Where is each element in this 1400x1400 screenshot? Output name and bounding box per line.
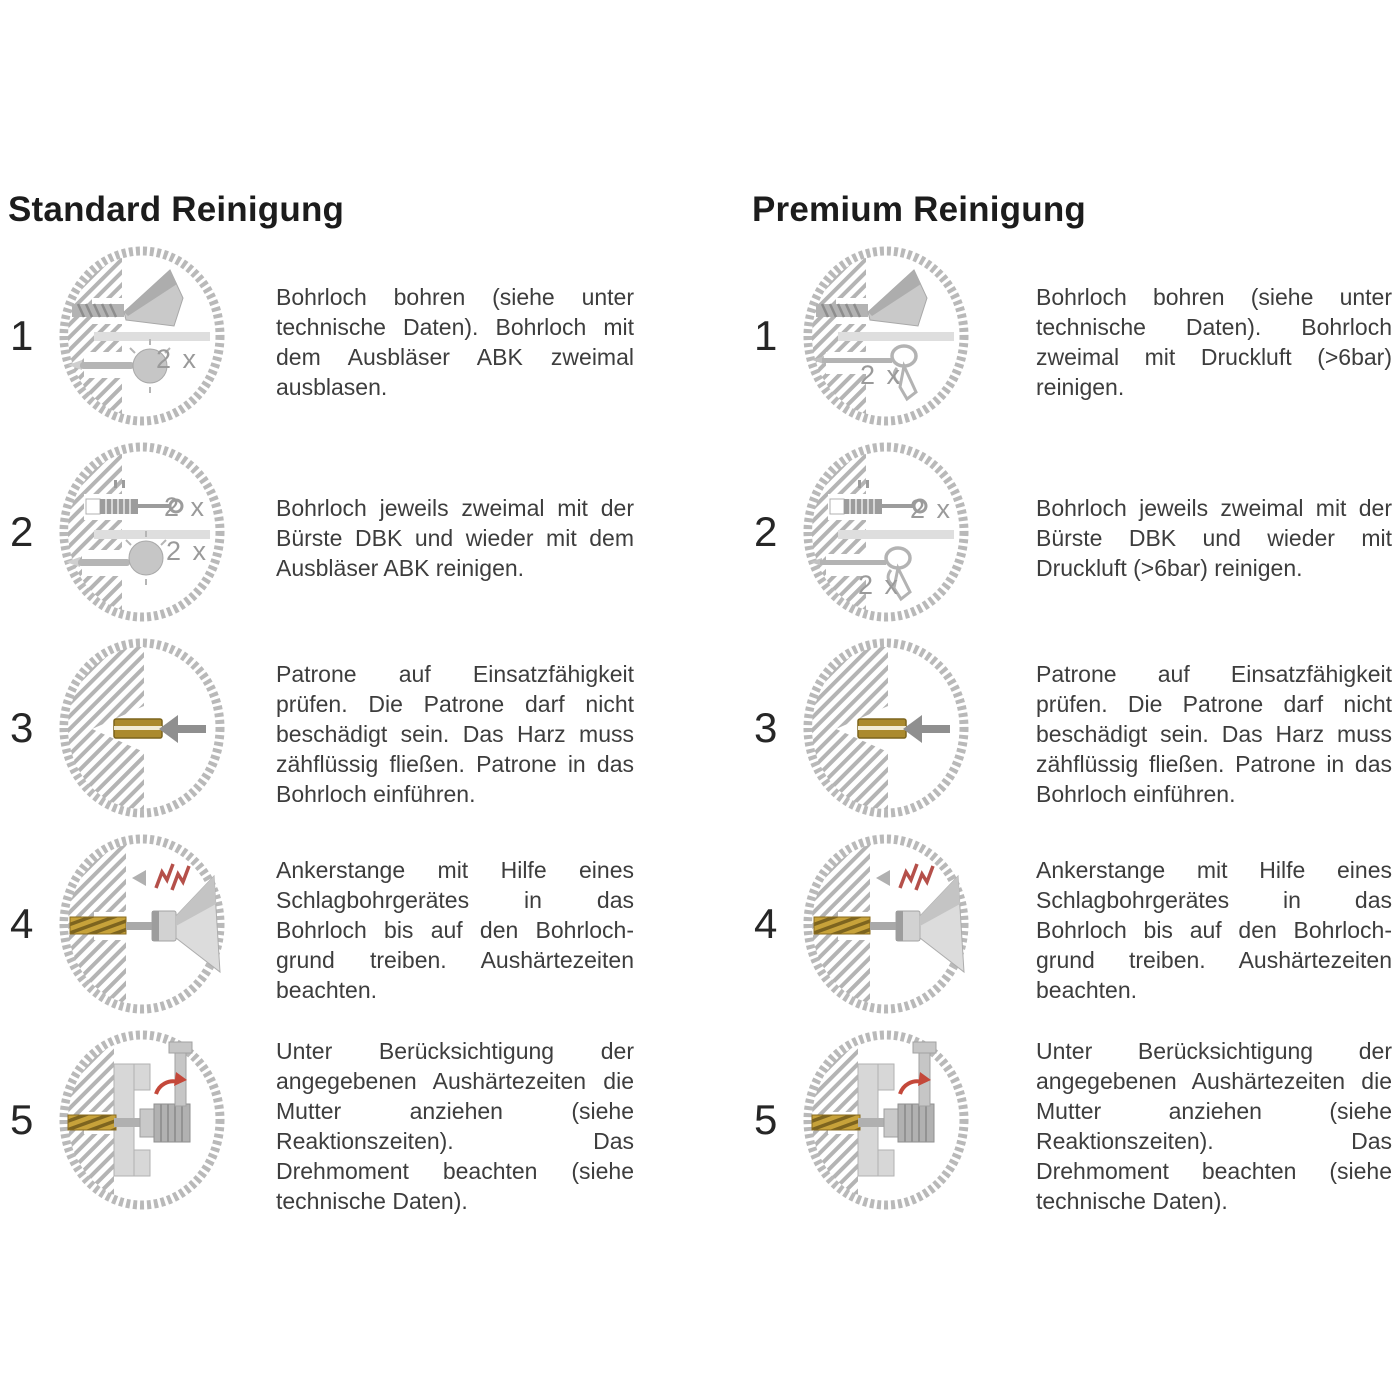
step-row [8,1022,642,1218]
step-number: 4 [754,900,778,947]
borehole-circle-icon [800,834,972,1014]
step-text [276,1036,634,1216]
text-line: Mutter anziehen (siehe [1036,1098,1392,1124]
text-line: Drehmoment beachten (siehe [276,1158,634,1184]
cartridge-icon [858,719,906,738]
borehole-circle-icon [800,638,972,818]
step-text [1036,855,1392,1005]
text-line: beschädigt sein. Das Harz muss [1036,721,1392,747]
text-line: technische Daten). Bohrloch mit [276,314,634,340]
step-illustration-nut-torque [56,1030,228,1210]
column-standard [8,190,642,1218]
step-number: 5 [10,1096,34,1143]
text-line: Ankerstange mit Hilfe eines [276,857,634,883]
step-text [1036,659,1392,809]
step-row [8,434,642,630]
text-line: Druckluft (>6bar) reinigen. [1036,555,1303,581]
text-line: Bohrloch bohren (siehe unter [1036,284,1392,310]
text-line: Schlagbohrgerätes in das [1036,887,1392,913]
borehole-circle-icon [56,442,228,622]
text-line: Reaktionszeiten). Das [276,1128,634,1154]
step-illustration-drill-airgun [800,246,972,426]
step-row [752,434,1396,630]
step-row [752,1022,1396,1218]
borehole-circle-icon [56,638,228,818]
step-text [276,659,634,809]
text-line: Bohrloch bis auf den Bohrloch- [1036,917,1392,943]
step-number: 2 [10,508,34,555]
cartridge-icon [114,719,162,738]
text-line: technische Daten). [1036,1188,1228,1214]
step-text [276,282,634,402]
column-title: Premium Reinigung [752,190,1086,229]
text-line: Bohrloch bis auf den Bohrloch- [276,917,634,943]
text-line: Bohrloch bohren (siehe unter [276,284,634,310]
step-number: 3 [754,704,778,751]
text-line: Bürste DBK und wieder mit dem [276,525,634,551]
step-row [752,630,1396,826]
text-line: dem Ausbläser ABK zweimal [276,344,634,370]
repeat-count-label: 2 x [156,344,199,374]
step-text [1036,282,1392,402]
step-row [8,826,642,1022]
text-line: Schlagbohrgerätes in das [276,887,634,913]
column-title: Standard Reinigung [8,190,345,229]
text-line: Unter Berücksichtigung der [1036,1038,1392,1064]
repeat-count-label: 2 x [166,536,209,566]
text-line: Drehmoment beachten (siehe [1036,1158,1392,1184]
step-row [752,826,1396,1022]
drill-bit-icon [72,304,124,317]
step-row [752,238,1396,434]
text-line: prüfen. Die Patrone darf nicht [276,691,634,717]
text-line: Bohrloch jeweils zweimal mit der [1036,495,1392,521]
text-line: Mutter anziehen (siehe [276,1098,634,1124]
text-line: Bohrloch jeweils zweimal mit der [276,495,634,521]
borehole-circle-icon [56,1030,228,1210]
step-text [276,855,634,1005]
text-line: angegebenen Aushärtezeiten die [276,1068,634,1094]
step-number: 1 [754,312,778,359]
step-text [276,493,634,583]
text-line: Ausbläser ABK reinigen. [276,555,525,581]
text-line: Bohrloch einführen. [276,781,476,807]
text-line: Bürste DBK und wieder mit [1036,525,1392,551]
text-line: reinigen. [1036,374,1125,400]
step-illustration-cartridge [56,638,228,818]
step-illustration-cartridge [800,638,972,818]
step-illustration-anchor-drive [56,834,228,1014]
text-line: Ankerstange mit Hilfe eines [1036,857,1392,883]
hole-depth-bar [838,530,954,539]
step-illustration-brush-blower [56,442,228,622]
borehole-circle-icon [56,834,228,1014]
borehole-circle-icon [800,246,972,426]
step-illustration-nut-torque [800,1030,972,1210]
step-number: 3 [10,704,34,751]
repeat-count-label: 2 x [860,360,903,390]
step-illustration-anchor-drive [800,834,972,1014]
repeat-count-label: 2 x [910,494,953,524]
text-line: zähflüssig fließen. Patrone in das [276,751,634,777]
borehole-circle-icon [800,1030,972,1210]
text-line: grund treiben. Aushärtezeiten [1036,947,1392,973]
hole-depth-bar [94,332,210,341]
text-line: zähflüssig fließen. Patrone in das [1036,751,1392,777]
text-line: technische Daten). Bohrloch [1036,314,1392,340]
repeat-count-label: 2 x [858,570,901,600]
hole-depth-bar [838,332,954,341]
text-line: zweimal mit Druckluft (>6bar) [1036,344,1392,370]
text-line: Reaktionszeiten). Das [1036,1128,1392,1154]
step-illustration-brush-airgun [800,442,972,622]
step-row [8,238,642,434]
text-line: angegebenen Aushärtezeiten die [1036,1068,1392,1094]
step-number: 1 [10,312,34,359]
text-line: technische Daten). [276,1188,468,1214]
text-line: grund treiben. Aushärtezeiten [276,947,634,973]
text-line: ausblasen. [276,374,388,400]
column-premium [752,190,1396,1218]
text-line: beschädigt sein. Das Harz muss [276,721,634,747]
text-line: beachten. [1036,977,1138,1003]
step-row [8,630,642,826]
text-line: beachten. [276,977,378,1003]
nut-icon [884,1109,898,1137]
text-line: Unter Berücksichtigung der [276,1038,634,1064]
step-number: 4 [10,900,34,947]
drill-bit-icon [816,304,868,317]
step-illustration-drill-blower [56,246,228,426]
step-number: 2 [754,508,778,555]
text-line: Patrone auf Einsatzfähigkeit [1036,661,1392,687]
step-text [1036,1036,1392,1216]
repeat-count-label: 2 x [164,492,207,522]
borehole-circle-icon [56,246,228,426]
text-line: Bohrloch einführen. [1036,781,1236,807]
step-text [1036,493,1392,583]
text-line: prüfen. Die Patrone darf nicht [1036,691,1392,717]
step-number: 5 [754,1096,778,1143]
nut-icon [140,1109,154,1137]
text-line: Patrone auf Einsatzfähigkeit [276,661,634,687]
